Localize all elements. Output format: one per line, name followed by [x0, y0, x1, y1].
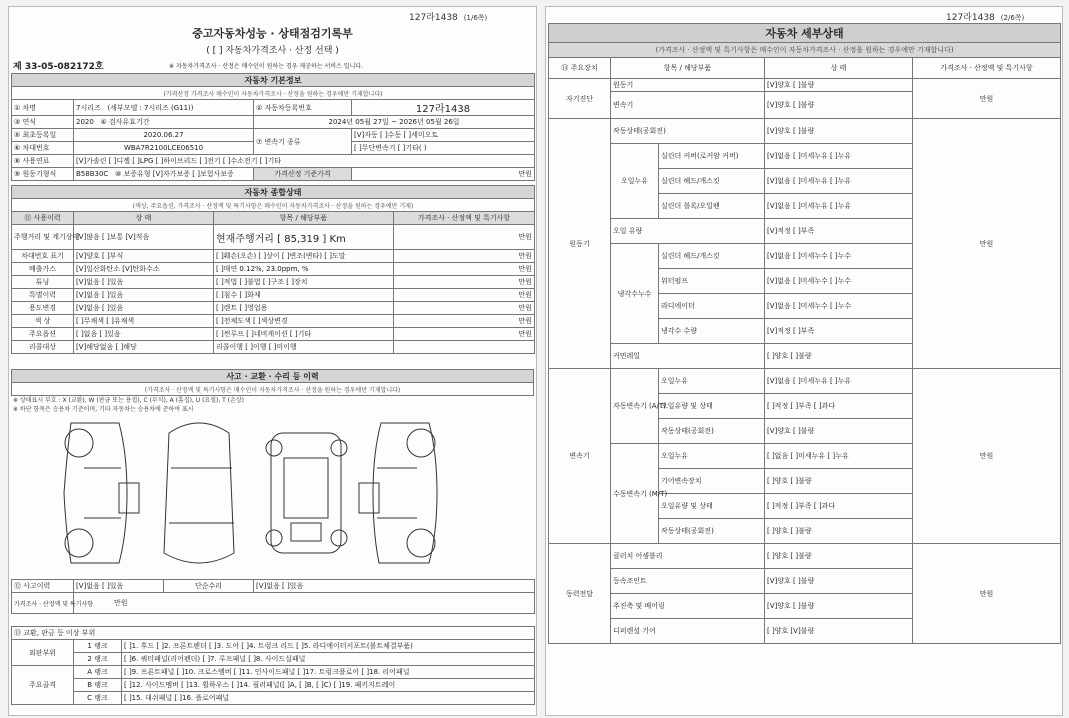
table-row: 추진축 및 베어링 [V]양호 [ ]불량 — [549, 594, 1061, 619]
table-row: 등속조인트 [V]양호 [ ]불량 — [549, 569, 1061, 594]
status-symbol-note: ※ 상태표시 부호 : X (교환), W (판금 또는 용접), C (부식), A (흠집), U (요철), T (손상) — [13, 397, 245, 404]
table-row: 오일누유 실린더 커버(로커암 커버) [V]없음 [ ]미세누유 [ ]누유 — [549, 144, 1061, 169]
page2-title: 자동차 세부상태 — [549, 24, 1061, 43]
table-row: 냉각수누수 실린더 헤드/개스킷 [V]없음 [ ]미세누수 [ ]누수 — [549, 244, 1061, 269]
inspection-page-2 — [545, 6, 1063, 716]
table-row: 변속기 자동변속기 (A/T) 오일누유 [V]없음 [ ]미세누유 [ ]누유 만원 — [549, 369, 1061, 394]
overall-status-table: 자동차 종합상태 (색상, 주요옵션, 가격조사 · 산정액 및 특기사항은 매수인이 자동차가격조사 · 산정을 원하는 경우에만 기재) ⑪ 사용이력 상 태 항목 / 해당부품 가격조사 · 산정액 및 특기사항 주행거리 및 계기상태 [V]많음 [ ]보통 [V]적음 현재주행거리 [ 85,319 ] Km 만원 차대번호 표기 [V]양호 [ ]부식 [ ]훼손(오손) [ ]상이 [ ]변조(변타) [ ]도말 만원 배출가스 [V]일산화탄소 [V]탄화수소 [ ]매연 0.12%, 23.0ppm, % 만원 튜닝 [V]없음 [ ]있음 [ ]적법 [ ]불법 [ ]구조 [ ]장치 만원 특별이력 [V]없음 [ ]있음 [ ]침수 [ ]화재 만원 용도변경 [V]없음 [ ]있음 [ ]렌트 [ ]영업용 만원 색 상 [ ]무채색 [ ]유채색 [ ]전체도색 [ ]색상변경 만원 주요옵션 [ ]없음 [ ]있음 [ ]썬루프 [ ]네비게이션 [ ]기타 만원 리콜대상 [V]해당없음 [ ]해당 리콜이행 [ ]이행 [ ]미이행 — [11, 185, 535, 354]
car-left-side-icon — [64, 423, 139, 563]
table-row: 외판부위 1 랭크 [ ]1. 후드 [ ]2. 프론트펜더 [ ]3. 도어 [ ]4. 트렁크 리드 [ ]5. 라디에이터서포트(볼트체결부품) — [12, 640, 535, 653]
table-row: ① 차명 7시리즈 (세부모델 : 7시리즈 (G11)) ② 자동차등록번호 127라1438 — [12, 100, 535, 116]
table-row: 특별이력 [V]없음 [ ]있음 [ ]침수 [ ]화재 만원 — [12, 289, 535, 302]
inspection-page-1 — [8, 6, 537, 716]
car-right-side-icon — [359, 423, 437, 563]
table-row: ③ 연식 2020 ④ 검사유효기간 2024년 05월 27일 ~ 2026년 05월 26일 — [12, 116, 535, 129]
table-row: 수동변속기 (M/T) 오일누유 [ ]없음 [ ]미세누유 [ ]누유 — [549, 444, 1061, 469]
basic-info-header: 자동차 기본정보 — [12, 74, 535, 87]
table-row: 기어변속장치 [ ]양호 [ ]불량 — [549, 469, 1061, 494]
table-row: C 랭크 [ ]15. 대쉬패널 [ ]16. 플로어패널 — [12, 692, 535, 705]
table-row: 2 랭크 [ ]6. 쿼터패널(리어펜더) [ ]7. 루프패널 [ ]8. 사이드실패널 — [12, 653, 535, 666]
table-row: 주행거리 및 계기상태 [V]많음 [ ]보통 [V]적음 현재주행거리 [ 85,319 ] Km 만원 — [12, 225, 535, 250]
table-row: 동력전달 클러치 어셈블리 [ ]양호 [ ]불량 만원 — [549, 544, 1061, 569]
page2-doc-number: 127라1438 (2/6쪽) — [946, 13, 1025, 23]
table-row: 가격조사 · 산정액 및 특기사항 만원 — [12, 593, 535, 614]
table-row: ⑥ 차대번호 WBA7R2100LCE06510 [ ]무단변속기 [ ]기타( ) — [12, 142, 535, 155]
table-row: 튜닝 [V]없음 [ ]있음 [ ]적법 [ ]불법 [ ]구조 [ ]장치 만원 — [12, 276, 535, 289]
accident-history-table — [11, 579, 535, 614]
table-row: 워터펌프 [V]없음 [ ]미세누수 [ ]누수 — [549, 269, 1061, 294]
table-row: 배출가스 [V]일산화탄소 [V]탄화수소 [ ]매연 0.12%, 23.0ppm, % 만원 — [12, 263, 535, 276]
table-row: ⑧ 사용연료 [V]가솔린 [ ]디젤 [ ]LPG [ ]하이브리드 [ ]전기 [ ]수소전기 [ ]기타 — [12, 155, 535, 168]
table-row: 실린더 헤드/개스킷 [V]없음 [ ]미세누유 [ ]누유 — [549, 169, 1061, 194]
page2-title-note: (가격조사 · 산정액 및 특기사항은 매수인이 자동차가격조사 · 산정을 원하는 경우에만 기재합니다) — [549, 43, 1061, 58]
overall-status-header: 자동차 종합상태 — [12, 186, 535, 199]
table-row: 오일 유량 [V]적정 [ ]부족 — [549, 219, 1061, 244]
basic-info-note: (가격산정 가격조사 매수인이 자동차가격조사 · 산정을 원하는 경우에만 기재합니다) — [12, 87, 535, 100]
table-row: 작동상태(공회전) [V]양호 [ ]불량 — [549, 419, 1061, 444]
table-row: 주요옵션 [ ]없음 [ ]있음 [ ]썬루프 [ ]네비게이션 [ ]기타 만원 — [12, 328, 535, 341]
detail-status-table: 자동차 세부상태 (가격조사 · 산정액 및 특기사항은 매수인이 자동차가격조사 · 산정을 원하는 경우에만 기재합니다) ⑭ 주요장치 항목 / 해당부품 상 태 가격조사 · 산정액 및 특기사항 자기진단 원동기 [V]양호 [ ]불량 만원 변속기 [V]양호 [ ]불량 원동기 작동상태(공회전) [V]양호 [ ]불량 만원 오일누유 실린더 커버(로커암 커버) [V]없음 [ ]미세누유 [ ]누유 실린더 헤드/개스킷 [V]없음 [ ]미세누유 [ ]누유 실린더 블록/오일팬 [V]없음 [ ]미세누유 [ ]누유 오일 유량 [V]적정 [ ]부족 냉각수누수 실린더 헤드/개스킷 [V]없음 [ ]미세누수 [ ]누수 워터펌프 [V]없음 [ ]미세누수 [ ]누수 라디에이터 [V]없음 [ ]미세누수 [ ]누수 냉각수 수량 [V]적정 [ ]부족 커먼레일 [ ]양호 [ ]불량 변속기 자동변속기 (A/T) 오일누유 [V]없음 [ ]미세누유 [ ]누유 만원 오일유량 및 상태 [ ]적정 [ ]부족 [ ]과다 작동상태(공회전) [V]양호 [ ]불량 수동변속기 (M/T) 오일누유 [ ]없음 [ ]미세누유 [ ]누유 기어변속장치 [ ]양호 [ ]불량 오일유량 및 상태 [ ]적정 [ ]부족 [ ]과다 작동상태(공회전) [ ]양호 [ ]불량 동력전달 클러치 어셈블리 [ ]양호 [ ]불량 만원 등속조인트 [V]양호 [ ]불량 추진축 및 베어링 [V]양호 [ ]불량 디퍼렌셜 기어 [ ]양호 [V]불량 — [548, 23, 1061, 644]
page1-title: 중고자동차성능 · 상태점검기록부 — [192, 27, 353, 40]
cert-number: 제 33-05-082172호 — [13, 62, 104, 72]
table-row: 자기진단 원동기 [V]양호 [ ]불량 만원 — [549, 79, 1061, 92]
table-row: 라디에이터 [V]없음 [ ]미세누수 [ ]누수 — [549, 294, 1061, 319]
table-row: 용도변경 [V]없음 [ ]있음 [ ]렌트 [ ]영업용 만원 — [12, 302, 535, 315]
page1-doc-number: 127라1438 (1/6쪽) — [409, 13, 488, 23]
car-top-view-icon — [164, 423, 234, 563]
basic-info-table — [11, 73, 535, 181]
car-underbody-icon — [266, 433, 347, 553]
accident-header: 사고 · 교환 · 수리 등 이력 (가격조사 · 산정액 및 특기사항은 매수인이 자동차가격조사 · 산정을 원하는 경우에만 기재합니다) — [11, 369, 534, 396]
exchange-parts-table: ⑬ 교환, 판금 등 이상 부위 외판부위 1 랭크 [ ]1. 후드 [ ]2. 프론트펜더 [ ]3. 도어 [ ]4. 트렁크 리드 [ ]5. 라디에이터서포트(볼트체결부품) 2 랭크 [ ]6. 쿼터패널(리어펜더) [ ]7. 루프패널 [ ]8. 사이드실패널 주요골격 A 랭크 [ ]9. 프론트패널 [ ]10. 크로스멤버 [ ]11. 인사이드패널 [ ]17. 트렁크플로어 [ ]18. 리어패널 B 랭크 [ ]12. 사이드멤버 [ ]13. 휠하우스 [ ]14. 필러패널([ ]A, [ ]B, [ ]C) [ ]19. 패키지트레이 C 랭크 [ ]15. 대쉬패널 [ ]16. 플로어패널 — [11, 626, 535, 705]
car-damage-diagram — [9, 413, 536, 573]
table-row: 커먼레일 [ ]양호 [ ]불량 — [549, 344, 1061, 369]
odometer-value: 현재주행거리 [ 85,319 ] Km — [214, 225, 394, 250]
vehicle-type-note: ※ 하단 항목은 승용차 기준이며, 기타 자동차는 승용차에 준하여 표시 — [13, 406, 194, 413]
table-row: 오일유량 및 상태 [ ]적정 [ ]부족 [ ]과다 — [549, 494, 1061, 519]
table-row: 변속기 [V]양호 [ ]불량 — [549, 92, 1061, 119]
page1-subtitle: ( [ ] 자동차가격조사 · 산정 선택 ) — [206, 46, 339, 56]
table-row: 색 상 [ ]무채색 [ ]유채색 [ ]전체도색 [ ]색상변경 만원 — [12, 315, 535, 328]
table-row: 디퍼렌셜 기어 [ ]양호 [V]불량 — [549, 619, 1061, 644]
table-row: 차대번호 표기 [V]양호 [ ]부식 [ ]훼손(오손) [ ]상이 [ ]변조(변타) [ ]도말 만원 — [12, 250, 535, 263]
table-row: 원동기 작동상태(공회전) [V]양호 [ ]불량 만원 — [549, 119, 1061, 144]
table-row: ⑫ 사고이력 [V]없음 [ ]있음 단순수리 [V]없음 [ ]있음 — [12, 580, 535, 593]
table-row: 냉각수 수량 [V]적정 [ ]부족 — [549, 319, 1061, 344]
cert-note: ※ 자동차가격조사 · 산정은 매수인이 원하는 경우 제공하는 서비스 입니다. — [169, 63, 364, 70]
overall-status-note: (색상, 주요옵션, 가격조사 · 산정액 및 특기사항은 매수인이 자동차가격조사 · 산정을 원하는 경우에만 기재) — [12, 199, 535, 212]
table-row: 주요골격 A 랭크 [ ]9. 프론트패널 [ ]10. 크로스멤버 [ ]11. 인사이드패널 [ ]17. 트렁크플로어 [ ]18. 리어패널 — [12, 666, 535, 679]
table-row: ⑨ 원동기형식 B58B30C ⑩ 보증유형 [V]자가보증 [ ]보험사보증 가격산정 기준가격 만원 — [12, 168, 535, 181]
table-row: B 랭크 [ ]12. 사이드멤버 [ ]13. 휠하우스 [ ]14. 필러패널([ ]A, [ ]B, [ ]C) [ ]19. 패키지트레이 — [12, 679, 535, 692]
table-row: 리콜대상 [V]해당없음 [ ]해당 리콜이행 [ ]이행 [ ]미이행 — [12, 341, 535, 354]
table-row: 오일유량 및 상태 [ ]적정 [ ]부족 [ ]과다 — [549, 394, 1061, 419]
table-row: ⑤ 최초등록일 2020.06.27 ⑦ 변속기 종류 [V]자동 [ ]수동 [ ]세미오토 — [12, 129, 535, 142]
table-row: 작동상태(공회전) [ ]양호 [ ]불량 — [549, 519, 1061, 544]
table-row: 실린더 블록/오일팬 [V]없음 [ ]미세누유 [ ]누유 — [549, 194, 1061, 219]
